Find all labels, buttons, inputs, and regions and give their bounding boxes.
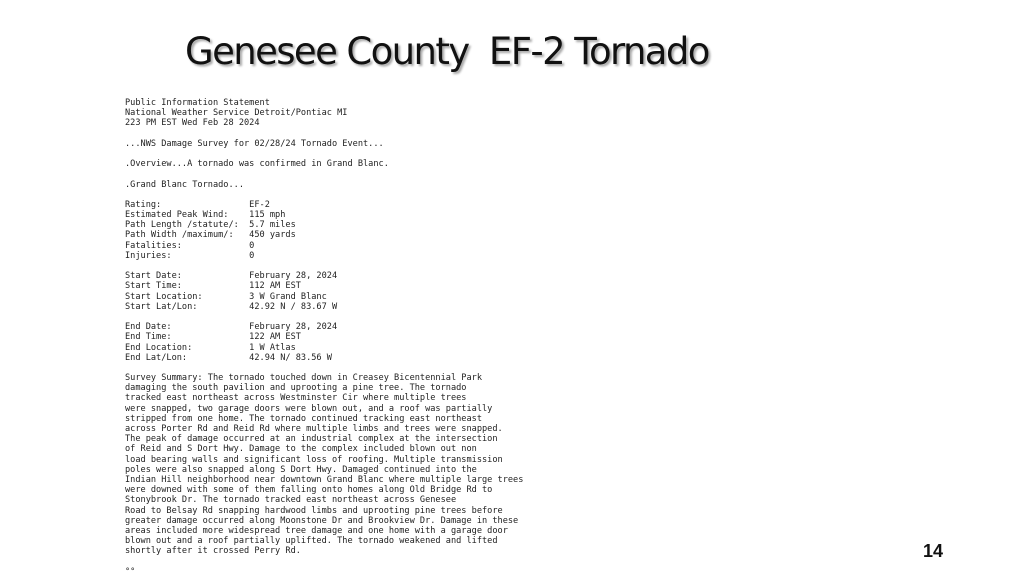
statement-line xyxy=(125,149,845,159)
statement-line: were snapped, two garage doors were blown out, and a roof was partially xyxy=(125,403,493,414)
statement-line: °° xyxy=(125,566,136,577)
statement-line: poles were also snapped along S Dort Hwy. Damaged continued into the xyxy=(125,464,477,475)
statement-line: Road to Belsay Rd snapping hardwood limbs and uprooting pine trees before xyxy=(125,505,503,516)
statement-line: .Overview...A tornado was confirmed in Grand Blanc. xyxy=(125,159,389,170)
statement-line: Start Date: February 28, 2024 xyxy=(125,271,338,282)
statement-line: Start Location: 3 W Grand Blanc xyxy=(125,291,327,302)
statement-line: Path Width /maximum/: 450 yards xyxy=(125,230,296,241)
statement-line xyxy=(125,190,845,200)
statement-line: End Time: 122 AM EST xyxy=(125,332,301,343)
statement-line: .Grand Blanc Tornado... xyxy=(125,179,244,190)
statement-line: Path Length /statute/: 5.7 miles xyxy=(125,220,296,231)
statement-line: ...NWS Damage Survey for 02/28/24 Tornado Event... xyxy=(125,138,384,149)
statement-line: Indian Hill neighborhood near downtown Grand Blanc where multiple large trees xyxy=(125,474,524,485)
slide-title: Genesee County EF-2 Tornado xyxy=(185,30,709,73)
statement-line: Stonybrook Dr. The tornado tracked east northeast across Genesee xyxy=(125,495,457,506)
statement-line: Public Information Statement xyxy=(125,98,270,108)
public-information-statement xyxy=(125,98,845,577)
statement-line xyxy=(125,261,845,271)
statement-line: damaging the south pavilion and uprooting a pine tree. The tornado xyxy=(125,383,467,394)
statement-line: Start Lat/Lon: 42.92 N / 83.67 W xyxy=(125,301,338,312)
statement-line: Survey Summary: The tornado touched down in Creasey Bicentennial Park xyxy=(125,373,482,384)
statement-line: of Reid and S Dort Hwy. Damage to the complex included blown out non xyxy=(125,444,477,455)
statement-line: were downed with some of them falling onto homes along Old Bridge Rd to xyxy=(125,485,493,496)
statement-line: The peak of damage occurred at an industrial complex at the intersection xyxy=(125,434,498,445)
statement-line: tracked east northeast across Westminster Cir where multiple trees xyxy=(125,393,467,404)
statement-line: Rating: EF-2 xyxy=(125,199,270,210)
statement-line xyxy=(125,556,845,566)
statement-line: load bearing walls and significant loss of roofing. Multiple transmission xyxy=(125,454,503,465)
statement-line: greater damage occurred along Moonstone Dr and Brookview Dr. Damage in these xyxy=(125,515,519,526)
statement-line xyxy=(125,363,845,373)
statement-line: areas included more widespread tree damage and one home with a garage door xyxy=(125,525,508,536)
statement-line: shortly after it crossed Perry Rd. xyxy=(125,546,301,557)
statement-line xyxy=(125,312,845,322)
statement-line: End Lat/Lon: 42.94 N/ 83.56 W xyxy=(125,352,332,363)
statement-line: 223 PM EST Wed Feb 28 2024 xyxy=(125,118,260,129)
statement-line: End Date: February 28, 2024 xyxy=(125,322,338,333)
statement-line: stripped from one home. The tornado continued tracking east northeast xyxy=(125,413,482,424)
statement-line xyxy=(125,169,845,179)
statement-line: National Weather Service Detroit/Pontiac MI xyxy=(125,108,348,119)
page-number: 14 xyxy=(923,541,944,561)
statement-line: Injuries: 0 xyxy=(125,250,255,261)
statement-line: End Location: 1 W Atlas xyxy=(125,342,296,353)
statement-line: blown out and a roof partially uplifted. The tornado weakened and lifted xyxy=(125,536,498,547)
statement-line xyxy=(125,129,845,139)
statement-line: Start Time: 112 AM EST xyxy=(125,281,301,292)
statement-line: Estimated Peak Wind: 115 mph xyxy=(125,210,286,221)
statement-line: across Porter Rd and Reid Rd where multiple limbs and trees were snapped. xyxy=(125,424,503,434)
statement-line: Fatalities: 0 xyxy=(125,240,255,251)
